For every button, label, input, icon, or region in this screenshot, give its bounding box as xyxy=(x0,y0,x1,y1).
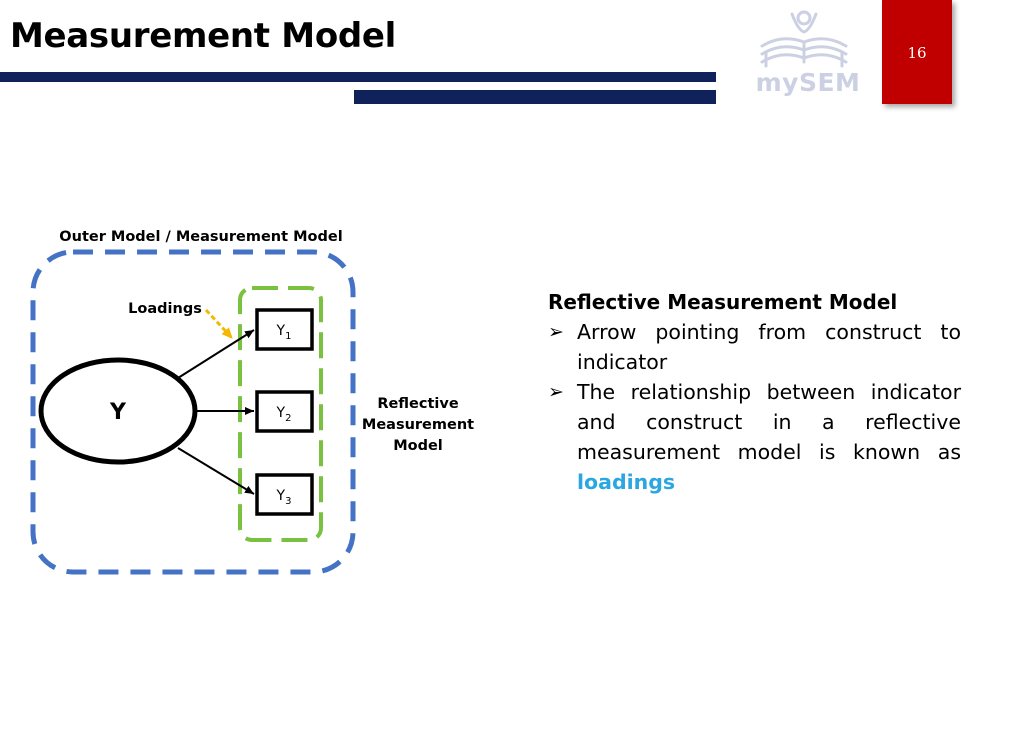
loadings-label: Loadings xyxy=(128,301,202,317)
explanation-heading: Reflective Measurement Model xyxy=(548,290,898,314)
path-arrow-y3 xyxy=(178,448,254,494)
loadings-highlight: loadings xyxy=(577,470,676,494)
indicator-label-y3: $Y_3$ xyxy=(276,488,292,507)
bullet-text: Arrow pointing from construct to indicator xyxy=(577,320,961,374)
explanation-panel xyxy=(548,287,961,497)
logo-text: mySEM xyxy=(755,68,861,97)
outer-model-label: Outer Model / Measurement Model xyxy=(59,229,343,245)
indicator-label-y2: $Y_2$ xyxy=(276,405,292,424)
reflective-model-label-line2: Measurement xyxy=(361,417,475,433)
path-arrow-y1 xyxy=(178,330,254,378)
bullet-item xyxy=(548,377,961,497)
slide-title: Measurement Model xyxy=(10,16,397,56)
indicator-label-y1: $Y_1$ xyxy=(276,323,292,342)
loadings-pointer-arrow xyxy=(206,310,232,338)
reflective-model-label-line3: Model xyxy=(393,438,443,454)
construct-label: Y xyxy=(110,400,126,425)
page-number: 16 xyxy=(907,44,927,62)
bullet-item xyxy=(548,317,961,377)
arrow-bullet-icon: ➢ xyxy=(548,321,564,343)
arrow-bullet-icon: ➢ xyxy=(548,381,564,403)
bullet-text: The relationship between indicator and construct in a reflective measurement model is known as xyxy=(577,380,961,464)
reflective-model-label-line1: Reflective xyxy=(377,396,459,412)
